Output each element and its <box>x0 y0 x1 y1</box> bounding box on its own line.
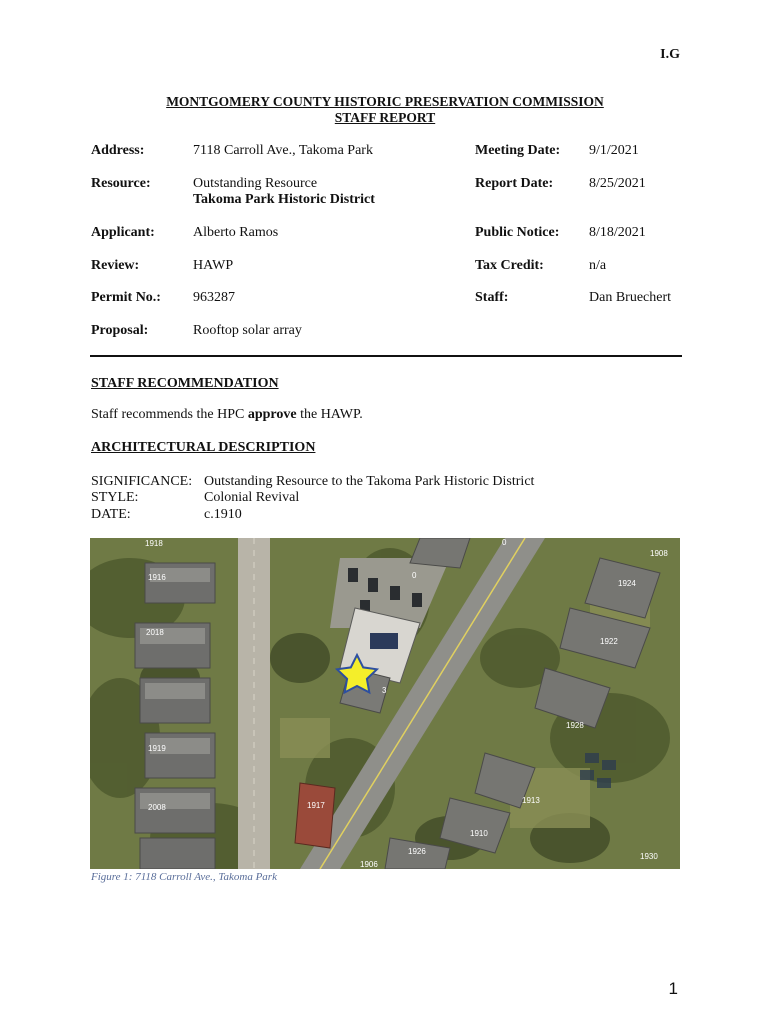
parcel-label: 1919 <box>148 744 166 753</box>
staff-recommendation-heading: STAFF RECOMMENDATION <box>91 376 279 391</box>
parcel-label: 1928 <box>566 721 584 730</box>
tax-credit-value: n/a <box>589 258 607 273</box>
report-date-value: 8/25/2021 <box>589 176 646 191</box>
parcel-label: 1917 <box>307 801 325 810</box>
parcel-label: 1916 <box>148 573 166 582</box>
parcel-label: 0 <box>412 571 417 580</box>
parcel-label: 1906 <box>360 860 378 869</box>
figure-caption: Figure 1: 7118 Carroll Ave., Takoma Park <box>91 871 277 883</box>
aerial-photo <box>90 538 680 869</box>
parcel-label: 2008 <box>148 803 166 812</box>
public-notice-value: 8/18/2021 <box>589 225 646 240</box>
parcel-label: 2018 <box>146 628 164 637</box>
applicant-value: Alberto Ramos <box>193 225 279 240</box>
date-value: c.1910 <box>204 507 242 522</box>
proposal-value: Rooftop solar array <box>193 323 302 338</box>
parcel-label: 1910 <box>470 829 488 838</box>
staff-recommendation-text <box>91 407 363 423</box>
parcel-label: 3 <box>382 686 387 695</box>
tax-credit-label: Tax Credit: <box>475 258 544 273</box>
staff-label: Staff: <box>475 290 509 305</box>
meeting-date-value: 9/1/2021 <box>589 143 639 158</box>
parcel-label: 0 <box>502 538 507 547</box>
permit-label: Permit No.: <box>91 290 161 305</box>
parcel-label: 1913 <box>522 796 540 805</box>
public-notice-label: Public Notice: <box>475 225 560 240</box>
resource-label: Resource: <box>91 176 151 191</box>
permit-value: 963287 <box>193 290 235 305</box>
applicant-label: Applicant: <box>91 225 155 240</box>
report-title: MONTGOMERY COUNTY HISTORIC PRESERVATION COMMISSION <box>166 94 604 109</box>
report-date-label: Report Date: <box>475 176 554 191</box>
meeting-date-label: Meeting Date: <box>475 143 561 158</box>
parcel-label: 1926 <box>408 847 426 856</box>
report-subtitle: STAFF REPORT <box>334 110 436 125</box>
page-number: 1 <box>668 979 678 998</box>
recommendation-approve: approve <box>247 407 297 422</box>
recommendation-text-end: the HAWP. <box>296 407 363 422</box>
section-divider <box>90 355 682 357</box>
style-value: Colonial Revival <box>204 490 300 505</box>
review-value: HAWP <box>193 258 234 273</box>
staff-value: Dan Bruechert <box>589 290 672 305</box>
document-id: I.G <box>660 47 680 62</box>
parcel-label: 1908 <box>650 549 668 558</box>
parcel-label: 1922 <box>600 637 618 646</box>
style-label: STYLE: <box>91 490 139 505</box>
parcel-label: 1924 <box>618 579 636 588</box>
review-label: Review: <box>91 258 140 273</box>
resource-district: Takoma Park Historic District <box>193 192 375 207</box>
aerial-map <box>90 538 680 869</box>
recommendation-text-start: Staff recommends the HPC <box>91 407 248 422</box>
significance-value: Outstanding Resource to the Takoma Park Historic District <box>204 474 535 489</box>
parcel-label: 1918 <box>145 539 163 548</box>
date-label: DATE: <box>91 507 131 522</box>
proposal-label: Proposal: <box>91 323 149 338</box>
address-label: Address: <box>91 143 145 158</box>
resource-value: Outstanding Resource <box>193 176 318 191</box>
significance-label: SIGNIFICANCE: <box>91 474 193 489</box>
address-value: 7118 Carroll Ave., Takoma Park <box>193 143 373 158</box>
architectural-description-heading: ARCHITECTURAL DESCRIPTION <box>91 440 316 455</box>
parcel-label: 1930 <box>640 852 658 861</box>
